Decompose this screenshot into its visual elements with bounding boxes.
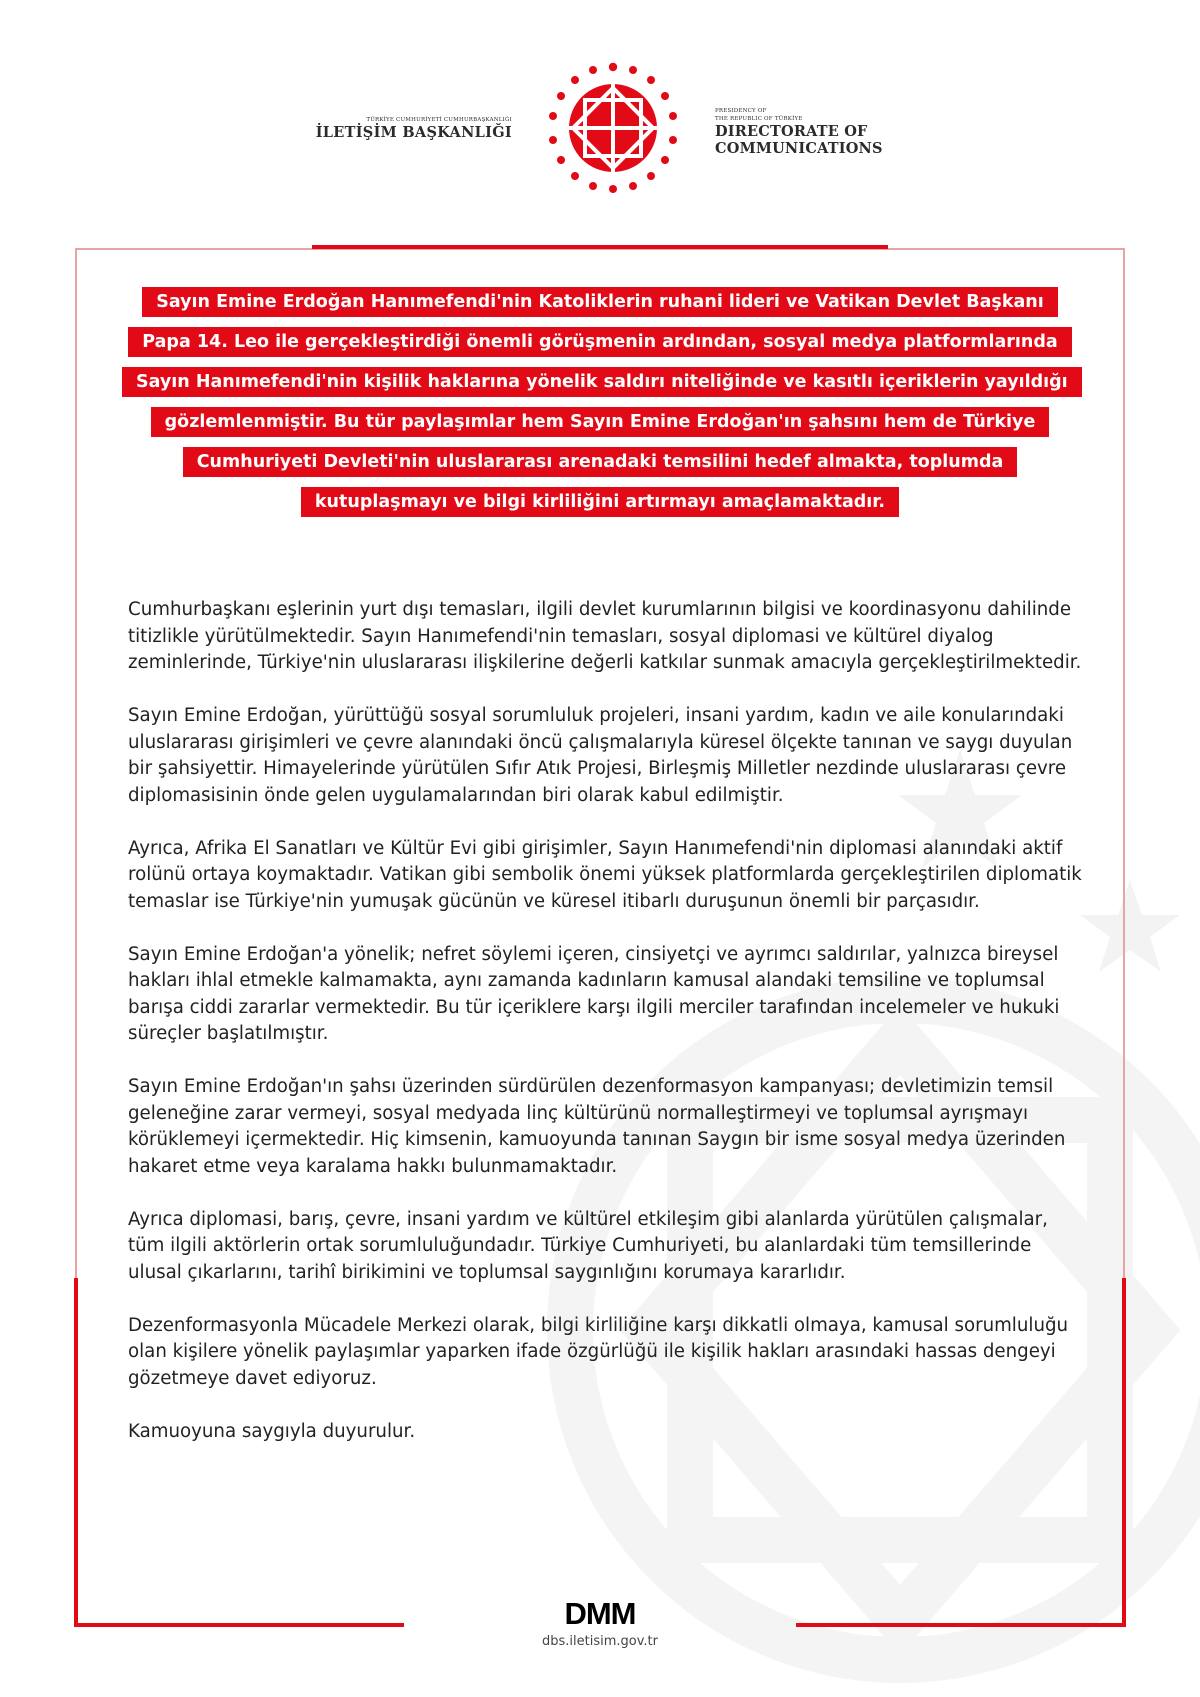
frame-left-line	[75, 248, 77, 1278]
header	[0, 0, 1200, 230]
brand-right-subtitle-2: THE REPUBLIC OF TÜRKİYE	[715, 115, 803, 122]
brand-left-title: İLETİŞİM BAŞKANLIĞI	[315, 124, 512, 141]
paragraph-5: Sayın Emine Erdoğan'ın şahsı üzerinden sürdürülen dezenformasyon kampanyası; devletimizin temsil geleneğine zarar vermeyi, sosyal medyada linç kültürünü normalleştirmeyi ve toplumsal ayrışmayı körüklemeyi içermektedir. Hiç kimsenin, kamuoyunda tanınan Saygın bir isme sosyal medya üzerinden hakaret etme veya karalama hakkı bulunmamaktadır.	[128, 1076, 1066, 1177]
lead-highlight	[122, 282, 1078, 522]
paragraph-7: Dezenformasyonla Mücadele Merkezi olarak, bilgi kirliliğine karşı dikkatli olmaya, kamusal sorumluluğu olan kişilere yönelik paylaşımlar yaparken ifade özgürlüğü ile kişilik hakları arasındaki hassas dengeyi gözetmeye davet ediyoruz.	[128, 1314, 1069, 1389]
frame-right-accent	[1122, 1278, 1126, 1626]
brand-right-subtitle-1: PRESIDENCY OF	[715, 108, 767, 114]
closing-line: Kamuoyuna saygıyla duyurulur.	[128, 1420, 416, 1442]
frame-bottom-left-accent	[74, 1623, 404, 1627]
presidential-seal-icon	[545, 60, 681, 196]
brand-right	[715, 108, 915, 157]
paragraph-2: Sayın Emine Erdoğan, yürüttüğü sosyal sorumluluk projeleri, insani yardım, kadın ve aile konularındaki uluslararası girişimleri ve çevre alanındaki öncü çalışmalarıyla küresel ölçekte tanınan ve saygı duyulan bir şahsiyettir. Himayelerinde yürütülen Sıfır Atık Projesi, Birleşmiş Milletler nezdinde uluslararası çevre diplomasisinin önde gelen uygulamalarından biri olarak kabul edilmiştir.	[128, 705, 1073, 806]
footer-url[interactable]: dbs.iletisim.gov.tr	[542, 1634, 658, 1649]
statement-body	[128, 597, 1083, 1472]
frame-left-accent	[74, 1278, 78, 1626]
brand-left-subtitle: TÜRKİYE CUMHURİYETİ CUMHURBAŞKANLIĞI	[366, 117, 512, 123]
lead-text: Sayın Emine Erdoğan Hanımefendi'nin Katoliklerin ruhani lideri ve Vatikan Devlet Başkanı Papa 14. Leo ile gerçekleştirdiği önemli görüşmenin ardından, sosyal medya platformlarında Sayın Hanımefendi'nin kişilik haklarına yönelik saldırı niteliğinde ve kasıtlı içeriklerin yayıldığı gözlemlenmiştir. Bu tür paylaşımlar hem Sayın Emine Erdoğan'ın şahsını hem de Türkiye Cumhuriyeti Devleti'nin uluslararası arenadaki temsilini hedef almakta, toplumda kutuplaşmayı ve bilgi kirliliğini artırmayı amaçlamaktadır.	[122, 287, 1082, 517]
frame-bottom-right-accent	[796, 1623, 1126, 1627]
paragraph-6: Ayrıca diplomasi, barış, çevre, insani yardım ve kültürel etkileşim gibi alanlarda yürütülen çalışmalar, tüm ilgili aktörlerin ortak sorumluluğundadır. Türkiye Cumhuriyeti, bu alanlardaki tüm temsillerinde ulusal çıkarlarını, tarihî birikimini ve toplumsal saygınlığını korumaya kararlıdır.	[128, 1208, 1048, 1283]
frame-right-line	[1123, 248, 1125, 1278]
frame-top-accent	[312, 245, 888, 249]
paragraph-4: Sayın Emine Erdoğan'a yönelik; nefret söylemi içeren, cinsiyetçi ve ayrımcı saldırılar, yalnızca bireysel hakları ihlal etmekle kalmamakta, aynı zamanda kadınların kamusal alandaki temsiline ve toplumsal barışa ciddi zararlar vermektedir. Bu tür içeriklere karşı ilgili merciler tarafından incelemeler ve hukuki süreçler başlatılmıştır.	[128, 943, 1060, 1044]
paragraph-3: Ayrıca, Afrika El Sanatları ve Kültür Evi gibi girişimler, Sayın Hanımefendi'nin diplomasi alanındaki aktif rolünü ortaya koymaktadır. Vatikan gibi sembolik önemi yüksek platformlarda gerçekleştirilen diplomatik temaslar ise Türkiye'nin yumuşak gücünün ve küresel itibarlı duruşunun önemli bir parçasıdır.	[128, 837, 1082, 912]
brand-right-title-2: COMMUNICATIONS	[715, 140, 883, 157]
brand-left	[300, 116, 512, 142]
dmm-logo: DMM	[564, 1596, 636, 1631]
brand-right-title-1: DIRECTORATE OF	[715, 123, 868, 140]
paragraph-1: Cumhurbaşkanı eşlerinin yurt dışı temasları, ilgili devlet kurumlarının bilgisi ve koordinasyonu dahilinde titizlikle yürütülmektedir. Sayın Hanımefendi'nin temasları, sosyal diplomasi ve kültürel diyalog zeminlerinde, Türkiye'nin uluslararası ilişkilerine değerli katkılar sunmak amacıyla gerçekleştirilmektedir.	[128, 599, 1082, 673]
